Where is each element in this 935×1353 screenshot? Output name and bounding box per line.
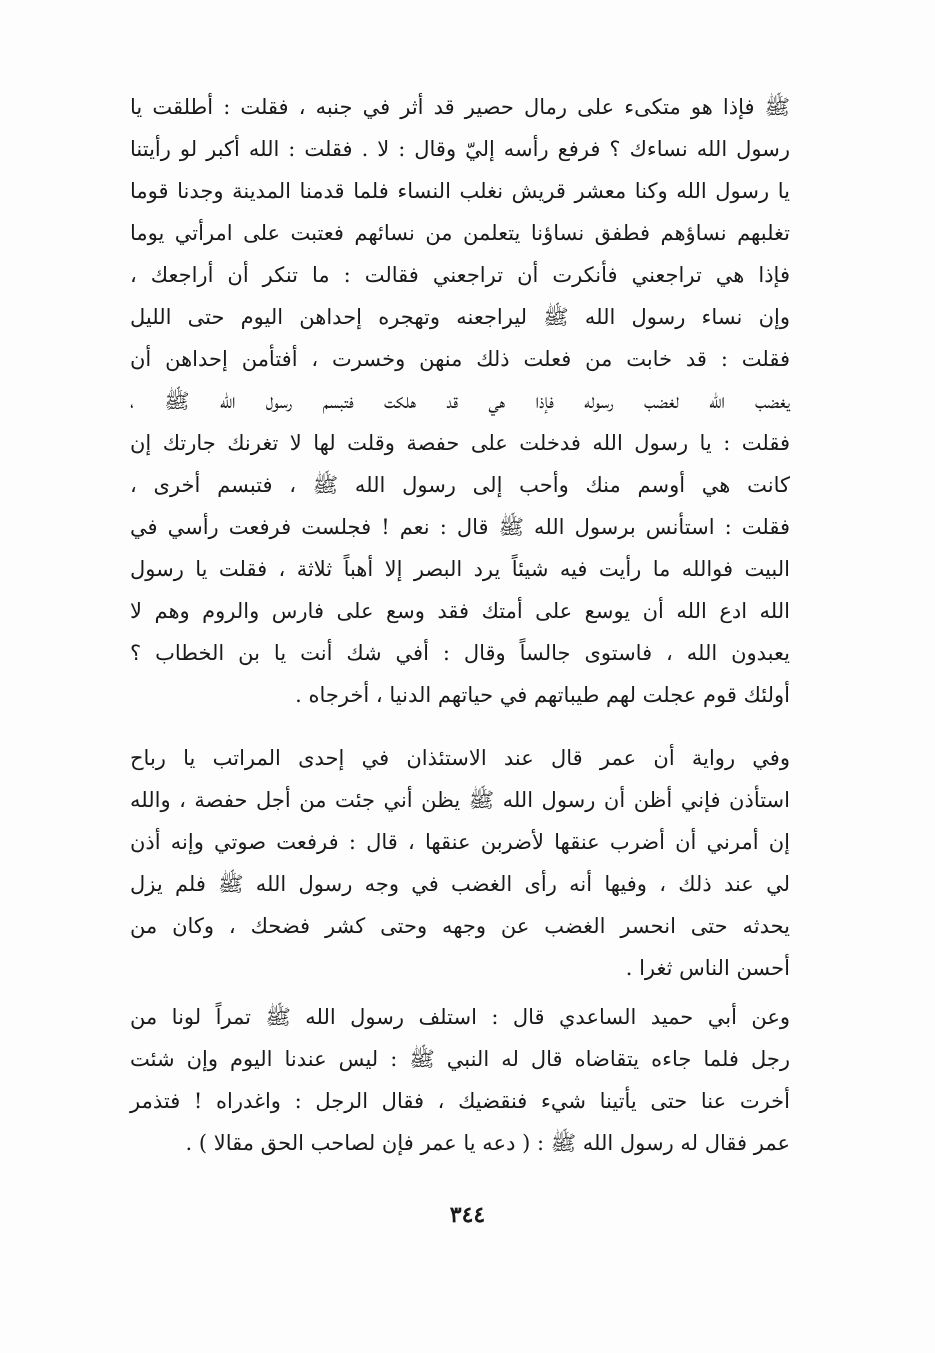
text-line: تغلبهم نساؤهم فطفق نساؤنا يتعلمن من نسائهم فعتبت على امرأتي يوما bbox=[130, 221, 790, 245]
text-line: إن أمرني أن أضرب عنقها لأضربن عنقها ، قال : فرفعت صوتي وإنه أذن bbox=[130, 830, 790, 854]
paragraph-2 bbox=[130, 737, 790, 989]
paragraph-3 bbox=[130, 996, 790, 1164]
text-line: وعن أبي حميد الساعدي قال : استلف رسول الله ﷺ تمراً لونا من bbox=[130, 1005, 790, 1029]
text-line: أولئك قوم عجلت لهم طيباتهم في حياتهم الدنيا ، أخرجاه . bbox=[295, 683, 790, 707]
text-line: عمر فقال له رسول الله ﷺ : ( دعه يا عمر فإن لصاحب الحق مقالا ) . bbox=[185, 1131, 790, 1155]
text-line: يعبدون الله ، فاستوى جالساً وقال : أفي شك أنت يا بن الخطاب ؟ bbox=[130, 641, 790, 665]
text-line: الله ادع الله أن يوسع على أمتك فقد وسع على فارس والروم وهم لا bbox=[130, 599, 790, 623]
text-line: رسول الله نساءك ؟ فرفع رأسه إليّ وقال : لا . فقلت : الله أكبر لو رأيتنا bbox=[130, 137, 790, 161]
text-line: كانت هي أوسم منك وأحب إلى رسول الله ﷺ ، فتبسم أخرى ، bbox=[130, 473, 790, 497]
text-line: يا رسول الله وكنا معشر قريش نغلب النساء فلما قدمنا المدينة وجدنا قوما bbox=[130, 179, 790, 203]
text-line: استأذن فإني أظن أن رسول الله ﷺ يظن أني جئت من أجل حفصة ، والله bbox=[130, 788, 790, 812]
text-line: يغضب الله لغضب رسوله فإذا هي قد هلكت فتبسم رسول الله ﷺ ، bbox=[130, 389, 790, 413]
page-number: ٣٤٤ bbox=[449, 1202, 486, 1228]
text-line: فإذا هي تراجعني فأنكرت أن تراجعني فقالت : ما تنكر أن أراجعك ، bbox=[130, 263, 790, 287]
text-line: ﷺ فإذا هو متكىء على رمال حصير قد أثر في جنبه ، فقلت : أطلقت يا bbox=[130, 95, 790, 119]
text-line: يحدثه حتى انحسر الغضب عن وجهه وحتى كشر فضحك ، وكان من bbox=[130, 914, 790, 938]
text-line: فقلت : استأنس برسول الله ﷺ قال : نعم ! فجلست فرفعت رأسي في bbox=[130, 515, 790, 539]
text-line: فقلت : قد خابت من فعلت ذلك منهن وخسرت ، أفتأمن إحداهن أن bbox=[130, 347, 790, 371]
text-line: البيت فوالله ما رأيت فيه شيئاً يرد البصر إلا أهباً ثلاثة ، فقلت يا رسول bbox=[130, 557, 790, 581]
text-line: فقلت : يا رسول الله فدخلت على حفصة وقلت لها لا تغرنك جارتك إن bbox=[130, 431, 790, 455]
text-line: أخرت عنا حتى يأتينا شيء فنقضيك ، فقال الرجل : واغدراه ! فتذمر bbox=[130, 1089, 790, 1113]
text-line: وفي رواية أن عمر قال عند الاستئذان في إحدى المراتب يا رباح bbox=[130, 746, 790, 770]
text-line: وإن نساء رسول الله ﷺ ليراجعنه وتهجره إحداهن اليوم حتى الليل bbox=[130, 305, 790, 329]
text-line: لي عند ذلك ، وفيها أنه رأى الغضب في وجه رسول الله ﷺ فلم يزل bbox=[130, 872, 790, 896]
text-line: رجل فلما جاءه يتقاضاه قال له النبي ﷺ : ليس عندنا اليوم وإن شئت bbox=[130, 1047, 790, 1071]
paragraph-1 bbox=[130, 86, 790, 716]
text-line: أحسن الناس ثغرا . bbox=[625, 956, 790, 980]
